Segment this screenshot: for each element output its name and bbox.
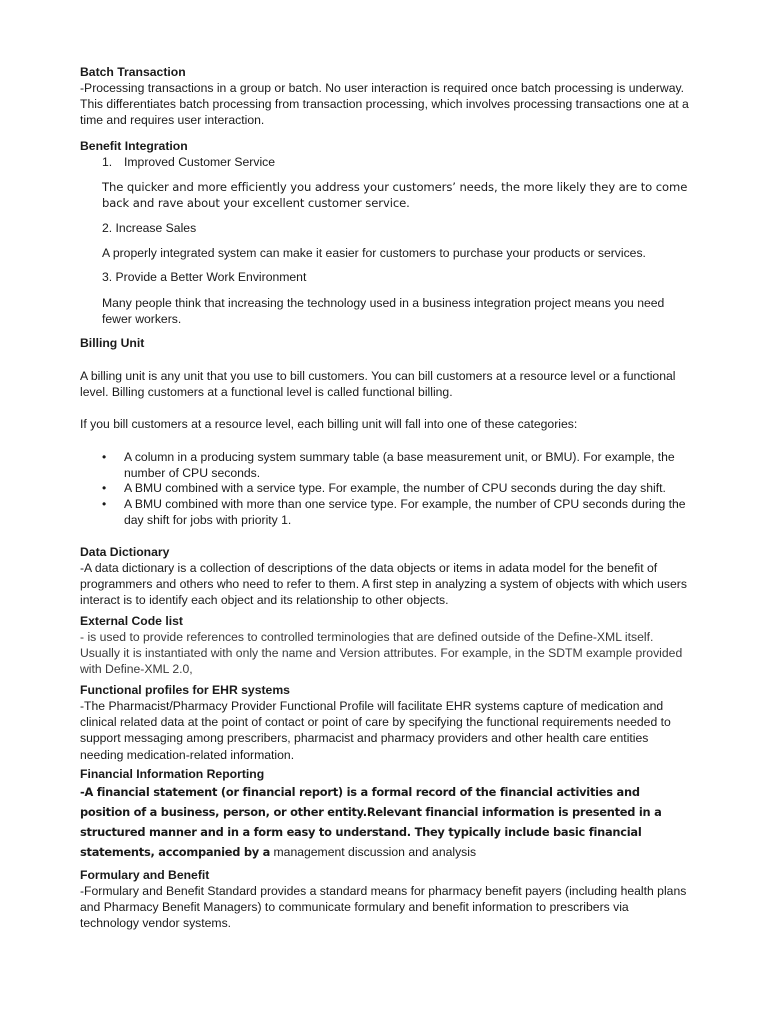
- data-dictionary-text: -A data dictionary is a collection of descriptions of the data objects or items in adata model for the benefit of programmers and others who need to refer to them. A first step in analyzing a system of objects with which users interact is to identify each object and its relationship to other objects.: [80, 561, 687, 608]
- heading-billing-unit: Billing Unit: [80, 336, 145, 350]
- formulary-benefit-text: -Formulary and Benefit Standard provides a standard means for pharmacy benefit payers (including health plans and Pharmacy Benefit Managers) to communicate formulary and benefit information to prescribers via technology vendor systems.: [80, 884, 687, 931]
- heading-benefit-integration-wrap: [80, 138, 690, 154]
- benefit-item-1-text: The quicker and more efficiently you address your customers’ needs, the more likely they are to come back and rave about your excellent customer service.: [102, 180, 688, 210]
- billing-bullet-2-text: A BMU combined with a service type. For example, the number of CPU seconds during the day shift.: [124, 481, 666, 495]
- ehr-profiles-text: -The Pharmacist/Pharmacy Provider Functional Profile will facilitate EHR systems capture of medication and clinical related data at the point of contact or point of care by specifying the functional requirements needed to support messaging among prescribers, pharmacist and pharmacy providers and other health care entities needing medication-related information.: [80, 699, 671, 762]
- billing-unit-para-2: If you bill customers at a resource level, each billing unit will fall into one of these categories:: [80, 417, 578, 431]
- section-formulary-benefit: [80, 867, 690, 932]
- billing-unit-para-1: A billing unit is any unit that you use to bill customers. You can bill customers at a resource level or a functional level. Billing customers at a functional level is called functional billing.: [80, 369, 676, 400]
- bullet-icon: •: [102, 497, 107, 511]
- section-data-dictionary: [80, 544, 690, 609]
- heading-formulary-benefit: Formulary and Benefit: [80, 868, 210, 882]
- section-ehr-profiles: [80, 682, 690, 763]
- bullet-icon: •: [102, 481, 107, 495]
- financial-reporting-text: [80, 782, 690, 862]
- benefit-item-1-number: 1.: [102, 155, 113, 169]
- heading-ehr-profiles: Functional profiles for EHR systems: [80, 683, 290, 697]
- heading-external-code-list: External Code list: [80, 614, 183, 628]
- heading-billing-unit-wrap: [80, 335, 690, 351]
- benefit-item-3-title: 3. Provide a Better Work Environment: [102, 270, 307, 284]
- heading-batch-transaction: Batch Transaction: [80, 65, 186, 79]
- benefit-item-2-text: A properly integrated system can make it easier for customers to purchase your products or services.: [102, 246, 646, 260]
- bullet-icon: •: [102, 450, 107, 464]
- heading-data-dictionary: Data Dictionary: [80, 545, 170, 559]
- financial-reporting-plain-text: management discussion and analysis: [270, 845, 477, 859]
- batch-transaction-text: -Processing transactions in a group or batch. No user interaction is required once batch processing is underway. This differentiates batch processing from transaction processing, which involves processing transactions one at a time and requires user interaction.: [80, 81, 689, 128]
- section-batch-transaction: [80, 64, 690, 129]
- benefit-item-1-title: Improved Customer Service: [124, 155, 276, 169]
- heading-financial-reporting: Financial Information Reporting: [80, 767, 265, 781]
- section-external-code-list: [80, 613, 690, 678]
- financial-reporting-bold-text: -A financial statement (or financial report) is a formal record of the financial activities and position of a business, person, or other entity.Relevant financial information is presented in a structured manner and in a form easy to understand. They typically include basic financial statements, accompanied by a: [80, 785, 662, 859]
- heading-benefit-integration: Benefit Integration: [80, 139, 188, 153]
- benefit-item-3-text: Many people think that increasing the technology used in a business integration project means you need fewer workers.: [102, 296, 665, 327]
- benefit-item-2-title: 2. Increase Sales: [102, 221, 197, 235]
- billing-bullet-3-text: A BMU combined with more than one service type. For example, the number of CPU seconds during the day shift for jobs with priority 1.: [124, 497, 686, 528]
- billing-bullet-1-text: A column in a producing system summary table (a base measurement unit, or BMU). For example, the number of CPU seconds.: [124, 450, 675, 481]
- external-code-list-text: - is used to provide references to controlled terminologies that are defined outside of the Define-XML itself. Usually it is instantiated with only the name and Version attributes. For example, in the SDTM example provided with Define-XML 2.0,: [80, 630, 683, 677]
- section-financial-reporting: [80, 766, 690, 862]
